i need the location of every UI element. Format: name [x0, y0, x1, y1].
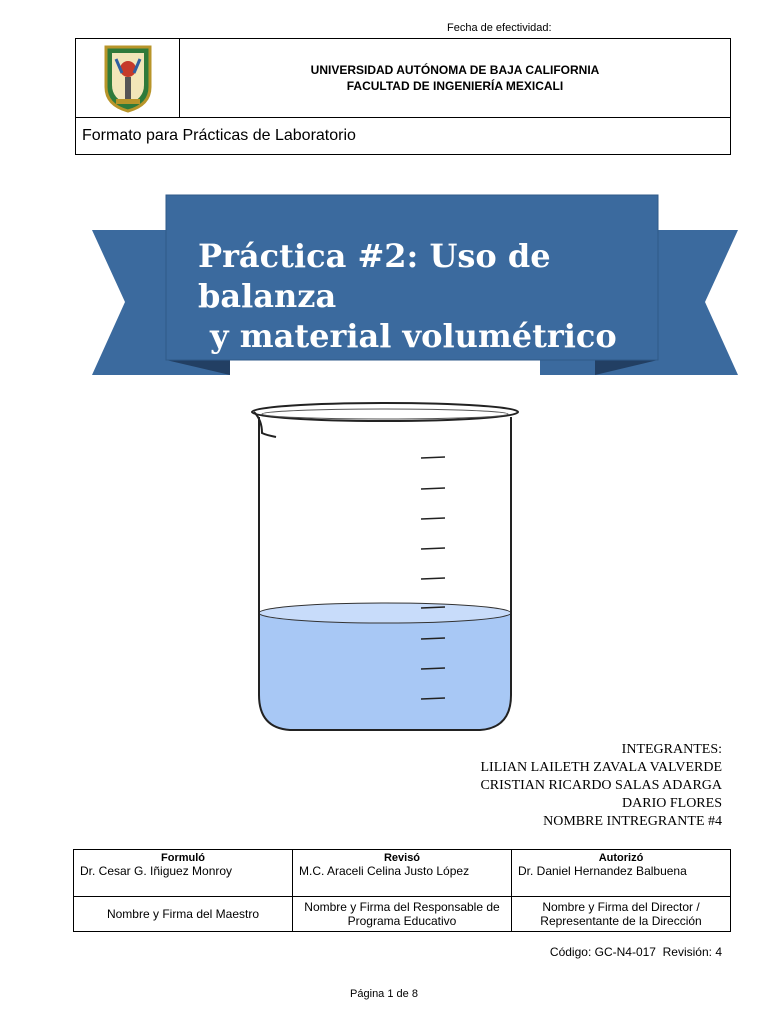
faculty-name: FACULTAD DE INGENIERÍA MEXICALI [346, 79, 564, 93]
signature-cell-formulo [74, 850, 293, 897]
role-director: Nombre y Firma del Director / Representante de la Dirección [512, 897, 731, 932]
format-title: Formato para Prácticas de Laboratorio [76, 117, 730, 154]
member-1: LILIAN LAILETH ZAVALA VALVERDE [480, 760, 722, 775]
beaker-illustration [240, 395, 530, 740]
page-number: Página 1 de 8 [350, 988, 418, 1000]
team-label: INTEGRANTES: [621, 742, 722, 757]
header-formulo: Formuló [161, 852, 205, 864]
institution-heading [180, 39, 730, 117]
signature-cell-reviso [293, 850, 512, 897]
member-2: CRISTIAN RICARDO SALAS ADARGA [480, 778, 722, 793]
signature-names-row [74, 850, 731, 897]
liquid-surface [259, 603, 511, 623]
title-line-2: y material volumétrico [210, 317, 617, 355]
name-reviso: M.C. Araceli Celina Justo López [299, 864, 470, 878]
logo-cell [76, 39, 180, 117]
signature-cell-autorizo [512, 850, 731, 897]
title-line-1: Práctica #2: Uso de balanza [198, 237, 551, 315]
effective-date-label: Fecha de efectividad: [447, 22, 552, 34]
university-shield-logo [76, 39, 180, 117]
signature-table [73, 849, 731, 932]
role-maestro: Nombre y Firma del Maestro [74, 897, 293, 932]
university-name: UNIVERSIDAD AUTÓNOMA DE BAJA CALIFORNIA [310, 63, 600, 77]
header-box [75, 38, 731, 155]
member-3: DARIO FLORES [622, 796, 722, 811]
document-code: Código: GC-N4-017 Revisión: 4 [549, 945, 722, 959]
name-formulo: Dr. Cesar G. Iñiguez Monroy [80, 864, 233, 878]
practice-title [166, 236, 656, 356]
name-autorizo: Dr. Daniel Hernandez Balbuena [518, 864, 687, 878]
header-reviso: Revisó [383, 852, 421, 864]
member-4: NOMBRE INTREGRANTE #4 [543, 814, 722, 829]
header-autorizo: Autorizó [598, 852, 644, 864]
role-responsable: Nombre y Firma del Responsable de Programa Educativo [293, 897, 512, 932]
team-members [420, 741, 722, 831]
beaker-liquid [259, 613, 511, 730]
signature-roles-row [74, 897, 731, 932]
beaker-rim [252, 403, 518, 421]
